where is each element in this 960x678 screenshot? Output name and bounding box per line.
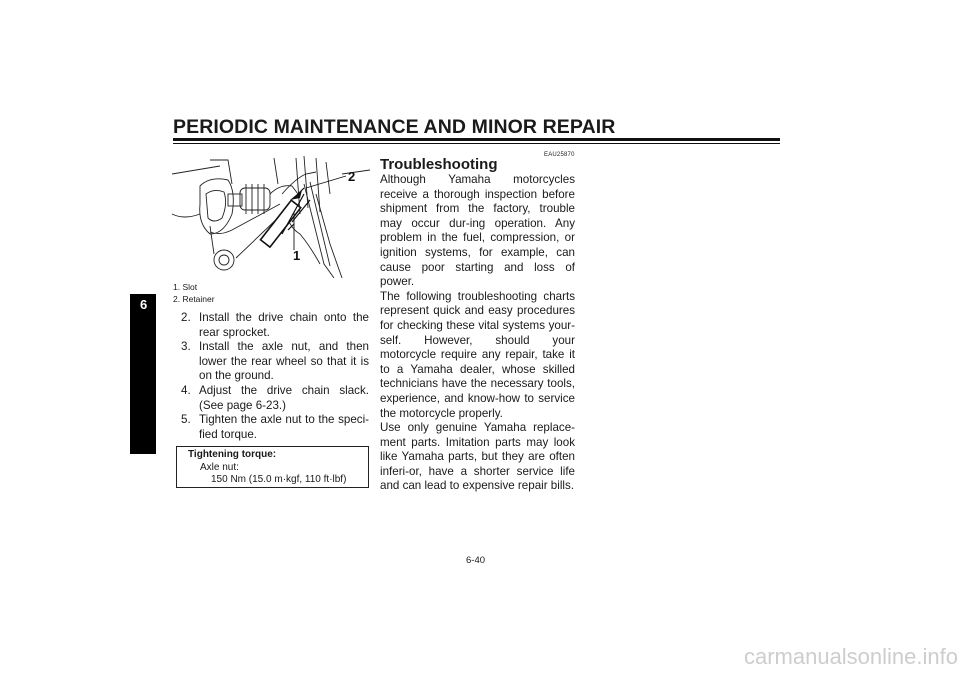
torque-value: 150 Nm (15.0 m·kgf, 110 ft·lbf): [211, 474, 347, 485]
step-text: Install the axle nut, and then lower the rear wheel so that it is on the ground.: [199, 340, 369, 383]
page-header-title: PERIODIC MAINTENANCE AND MINOR REPAIR: [173, 116, 616, 138]
procedure-steps: [181, 311, 369, 442]
step-text: Adjust the drive chain slack. (See page 6-23.): [199, 383, 369, 412]
step-item: [181, 413, 369, 442]
chapter-number: 6: [140, 297, 148, 312]
figure-caption: [173, 281, 215, 305]
step-item: [181, 384, 369, 413]
step-number: 3.: [181, 340, 191, 354]
header-rule-thick: [173, 138, 780, 141]
step-item: [181, 340, 369, 384]
watermark-text: carmanualsonline.info: [743, 644, 958, 669]
body-paragraph: The following troubleshooting charts represent quick and easy procedures for checking these vital systems your-self. However, should your motorcycle require any repair, take it to a Yamaha dealer, whose skilled technicians have the necessary tools, experience, and know-how to service the motorcycle properly.: [380, 289, 575, 420]
step-text: Tighten the axle nut to the speci-fied torque.: [199, 413, 369, 441]
axle-illustration: [170, 154, 370, 278]
section-title: Troubleshooting: [380, 156, 498, 173]
callout-1: 1: [293, 248, 301, 263]
section-code: EAU25870: [544, 152, 575, 158]
body-paragraph: Use only genuine Yamaha replace-ment parts. Imitation parts may look like Yamaha parts, but they are often inferi-or, have a shorter service life and can lead to expensive repair bills.: [380, 421, 575, 493]
step-number: 2.: [181, 311, 191, 324]
caption-retainer: 2. Retainer: [173, 294, 215, 304]
torque-item: Axle nut:: [200, 461, 239, 473]
header-rule-thin: [173, 143, 780, 144]
body-paragraph: Although Yamaha motorcycles receive a thorough inspection before shipment from the factory, trouble may occur dur-ing operation. Any problem in the fuel, compression, or ignition systems, for example, can cause poor starting and loss of power.: [380, 173, 575, 289]
section-body: [380, 173, 575, 494]
step-item: [181, 311, 369, 340]
step-text: Install the drive chain onto the rear sprocket.: [199, 311, 369, 339]
callout-2: 2: [348, 169, 356, 184]
torque-spec-box: [176, 446, 369, 488]
step-number: 4.: [181, 383, 191, 397]
step-number: 5.: [181, 413, 191, 427]
torque-title: Tightening torque:: [188, 449, 277, 460]
page-number: 6-40: [466, 555, 486, 566]
chapter-tab: [130, 294, 156, 454]
caption-slot: 1. Slot: [173, 282, 198, 292]
